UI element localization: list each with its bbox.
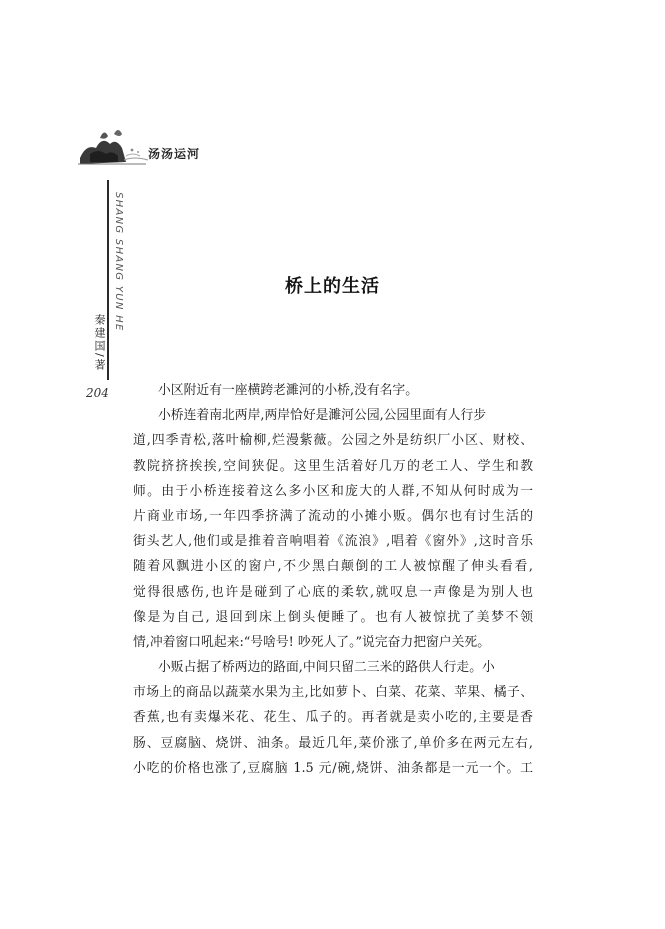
body-text [133, 378, 533, 781]
paragraph-line: 像是为自己, 退回到床上倒头便睡了。也有人被惊扰了美梦不领 [133, 609, 533, 625]
paragraph-line: 香蕉,也有卖爆米花、花生、瓜子的。再者就是卖小吃的,主要是香 [133, 710, 533, 726]
paragraph-line: 肠、豆腐脑、烧饼、油条。最近几年,菜价涨了,单价多在两元左右, [133, 735, 533, 751]
paragraph-line: 情,冲着窗口吼起来:“号啥号! 吵死人了。”说完奋力把窗户关死。 [133, 634, 490, 650]
paragraph-line: 随着风飘进小区的窗户,不少黑白颠倒的工人被惊醒了伸头看看, [133, 559, 533, 575]
paragraph-line: 片商业市场,一年四季挤满了流动的小摊小贩。偶尔也有讨生活的 [133, 508, 533, 524]
paragraph-line: 教院挤挤挨挨,空间狭促。这里生活着好几万的老工人、学生和教 [133, 458, 533, 474]
paragraph-line: 道,四季青松,落叶榆柳,烂漫紫薇。公园之外是纺织厂小区、财校、 [133, 433, 533, 449]
paragraph-line: 市场上的商品以蔬菜水果为主,比如萝卜、白菜、花菜、苹果、橘子、 [133, 685, 533, 701]
paragraph-line: 师。由于小桥连接着这么多小区和庞大的人群,不知从何时成为一 [133, 483, 533, 499]
paragraph-line: 小区附近有一座横跨老濉河的小桥,没有名字。 [158, 383, 419, 398]
book-title: 汤汤运河 [148, 147, 201, 161]
paragraph-line: 小吃的价格也涨了,豆腐脑 1.5 元/碗,烧饼、油条都是一元一个。工 [133, 760, 533, 776]
paragraph-line: 小贩占据了桥两边的路面,中间只留二三米的路供人行走。小 [158, 660, 495, 676]
page-number: 204 [86, 386, 109, 400]
chapter-title: 桥上的生活 [285, 276, 380, 297]
paragraph-line: 觉得很感伤,也许是碰到了心底的柔软,就叹息一声像是为别人也 [133, 584, 533, 600]
paragraph-line: 小桥连着南北两岸,两岸恰好是濉河公园,公园里面有人行步 [158, 408, 487, 424]
author-credit: 秦建国/著 [93, 314, 106, 372]
book-title-pinyin: SHANG SHANG YUN HE [113, 192, 124, 332]
paragraph-line: 街头艺人,他们或是推着音响唱着《流浪》,唱着《窗外》,这时音乐 [133, 534, 533, 550]
